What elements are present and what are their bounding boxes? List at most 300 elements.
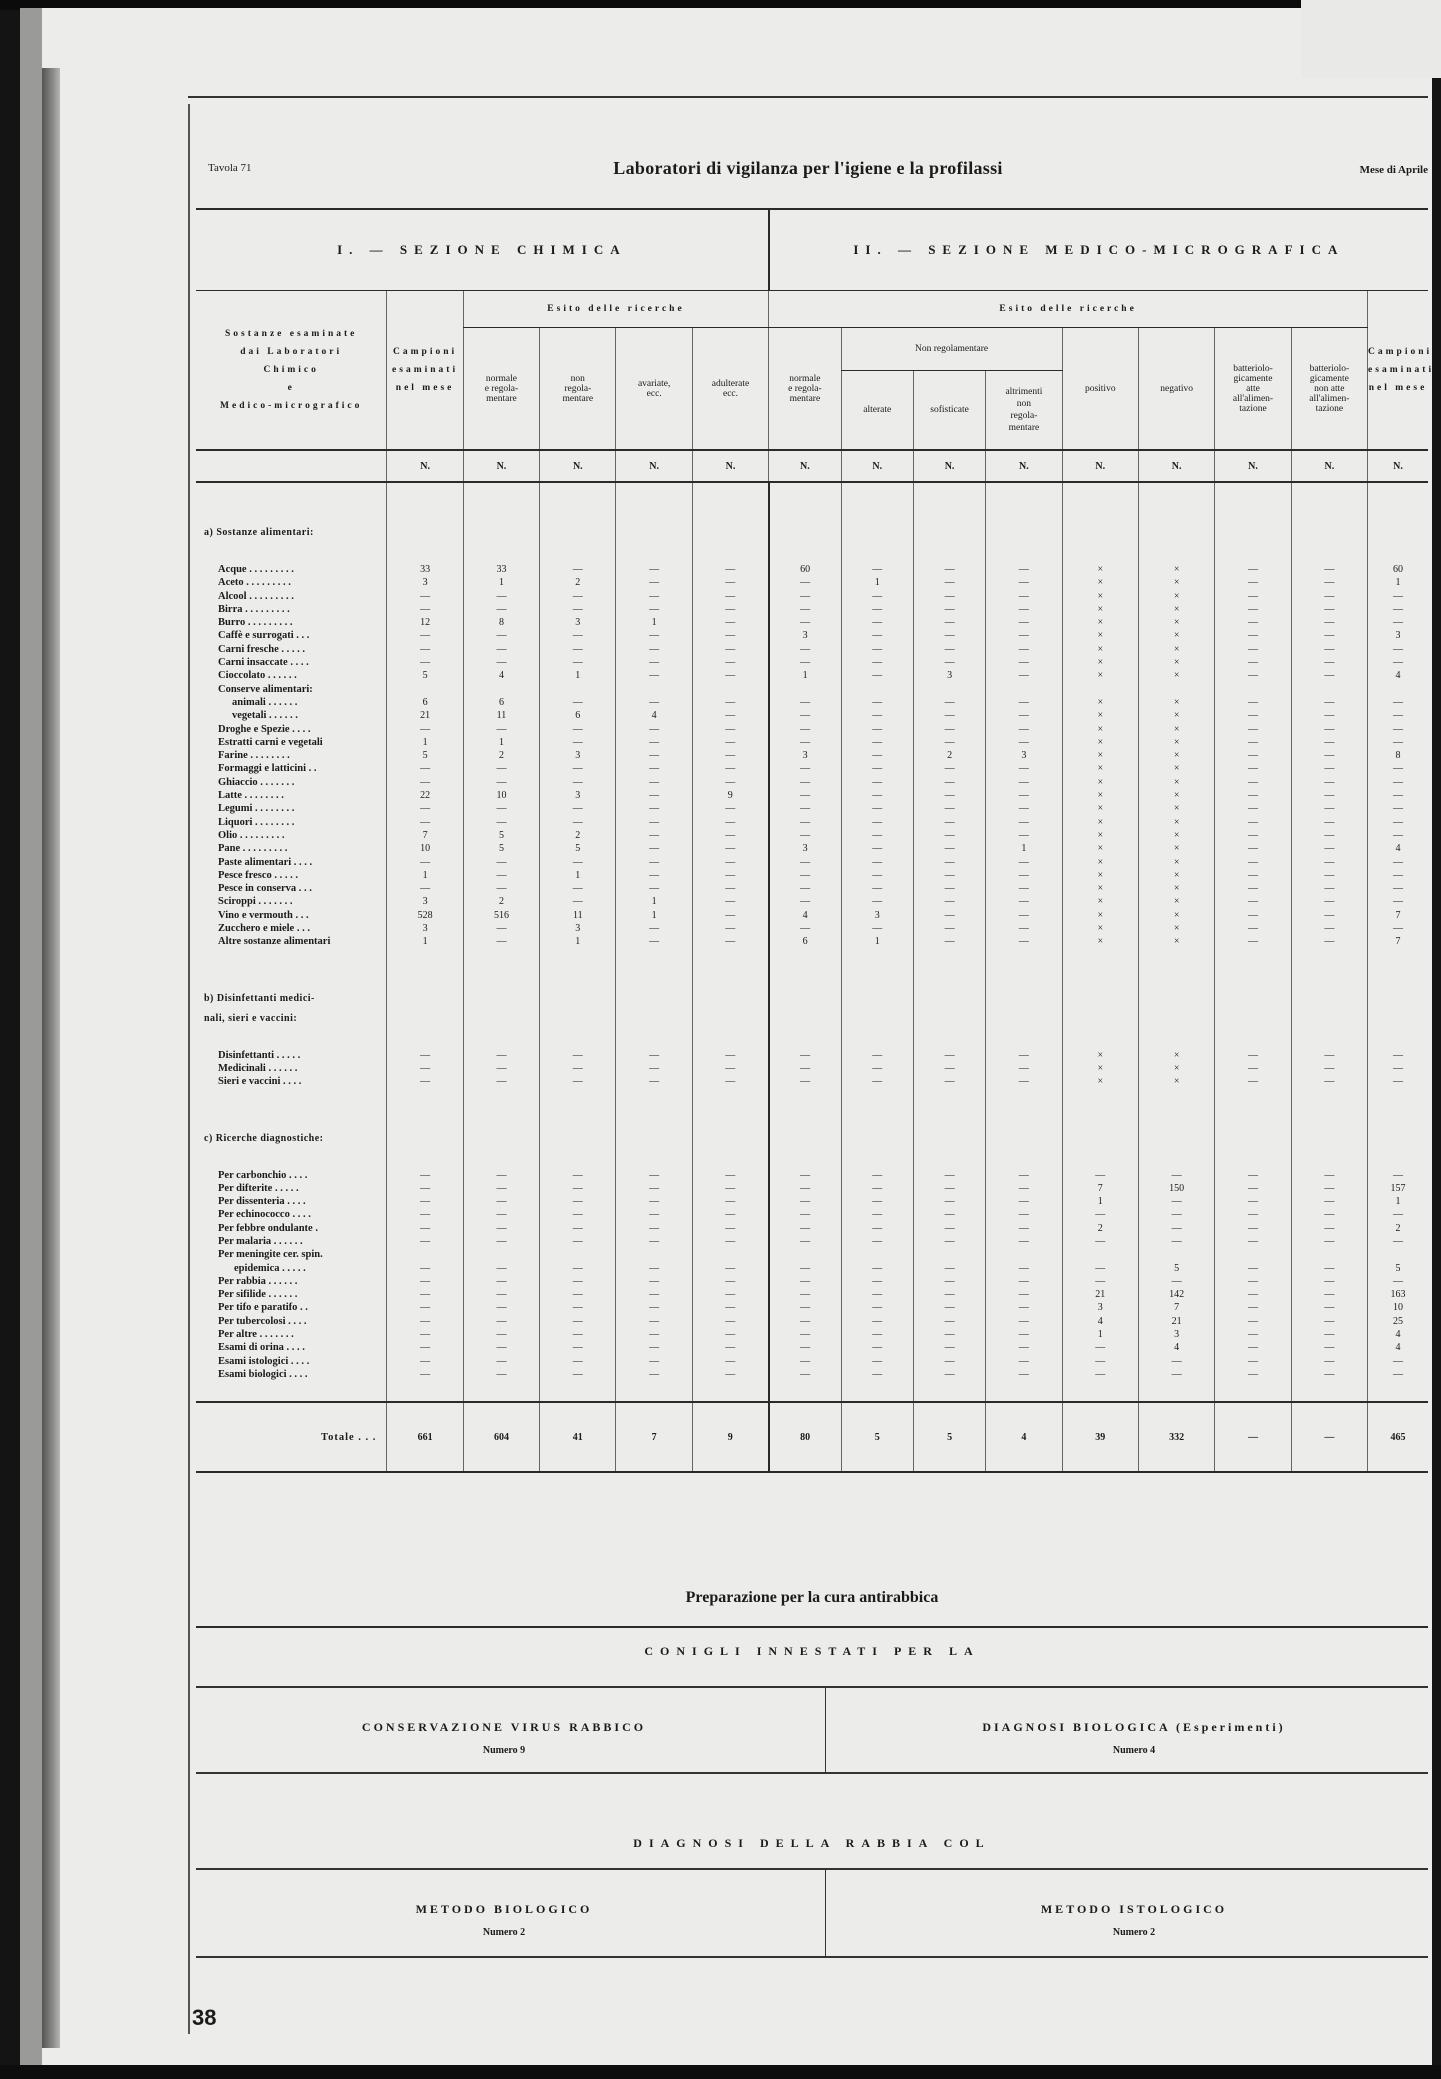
table-cell: — bbox=[692, 1222, 768, 1235]
table-cell: 7 bbox=[1368, 935, 1428, 948]
table-cell: — bbox=[913, 922, 985, 935]
table-cell: — bbox=[841, 749, 913, 762]
row-label: Per echinococco . . . . bbox=[218, 1209, 311, 1221]
normale2-line-3: mentare bbox=[789, 393, 821, 404]
total-cell: 332 bbox=[1138, 1402, 1214, 1472]
table-cell: — bbox=[463, 869, 539, 882]
spacer-cell bbox=[986, 482, 1062, 503]
table-cell: 1 bbox=[1062, 1328, 1138, 1341]
table-cell: 3 bbox=[540, 749, 616, 762]
spacer-cell bbox=[841, 1381, 913, 1402]
table-cell bbox=[692, 683, 768, 696]
table-cell: × bbox=[1062, 629, 1138, 642]
table-cell: — bbox=[540, 563, 616, 576]
spacer-cell bbox=[1062, 1149, 1138, 1169]
table-cell: — bbox=[1368, 1275, 1428, 1288]
spacer-cell bbox=[1291, 1149, 1367, 1169]
table-cell: — bbox=[769, 709, 841, 722]
nonreg-line-1: non bbox=[570, 373, 585, 384]
page-number: 38 bbox=[192, 2005, 217, 2030]
spacer-cell bbox=[387, 1109, 463, 1129]
table-cell: — bbox=[1291, 909, 1367, 922]
table-cell: — bbox=[1368, 1368, 1428, 1381]
row-label: Per tifo e paratifo . . bbox=[218, 1302, 308, 1314]
table-cell: × bbox=[1138, 856, 1214, 869]
table-cell: — bbox=[616, 762, 692, 775]
table-cell: — bbox=[986, 696, 1062, 709]
col-altrimenti-header bbox=[986, 371, 1062, 451]
table-cell: — bbox=[1368, 1208, 1428, 1221]
table-row bbox=[196, 1301, 1428, 1314]
row-label: animali . . . . . . bbox=[232, 696, 298, 708]
table-row bbox=[196, 909, 1428, 922]
spacer-cell bbox=[540, 1149, 616, 1169]
table-cell: 7 bbox=[1138, 1301, 1214, 1314]
table-cell: 1 bbox=[540, 669, 616, 682]
spacer-cell bbox=[616, 1149, 692, 1169]
table-cell: — bbox=[769, 736, 841, 749]
table-cell: — bbox=[463, 935, 539, 948]
metodo-istologico-number: Numero 2 bbox=[1112, 1927, 1156, 1938]
row-label: Legumi . . . . . . . . bbox=[218, 803, 295, 815]
table-cell: — bbox=[616, 603, 692, 616]
table-cell: — bbox=[387, 629, 463, 642]
table-cell: — bbox=[769, 1368, 841, 1381]
table-row bbox=[196, 709, 1428, 722]
spacer-cell bbox=[841, 482, 913, 503]
conservazione-number: Numero 9 bbox=[482, 1745, 526, 1756]
spacer-cell bbox=[540, 523, 616, 543]
table-cell: — bbox=[769, 789, 841, 802]
table-row bbox=[196, 895, 1428, 908]
row-label: Disinfettanti . . . . . bbox=[218, 1049, 301, 1061]
table-cell: — bbox=[769, 895, 841, 908]
table-cell: — bbox=[1215, 656, 1291, 669]
table-cell: — bbox=[913, 643, 985, 656]
table-cell: — bbox=[769, 576, 841, 589]
table-cell: — bbox=[986, 816, 1062, 829]
antirabbica-rule-4 bbox=[196, 1956, 1428, 1958]
spacer-cell bbox=[463, 1109, 539, 1129]
table-cell: — bbox=[913, 1355, 985, 1368]
spacer-cell bbox=[616, 1029, 692, 1049]
table-cell: — bbox=[387, 776, 463, 789]
spacer-cell bbox=[769, 543, 841, 563]
table-cell: — bbox=[986, 869, 1062, 882]
total-cell: 5 bbox=[913, 1402, 985, 1472]
spacer-cell bbox=[1062, 949, 1138, 969]
table-cell: — bbox=[387, 802, 463, 815]
category-label bbox=[196, 989, 387, 1029]
table-cell: — bbox=[692, 1169, 768, 1182]
spacer-cell bbox=[913, 1381, 985, 1402]
table-cell: — bbox=[841, 1075, 913, 1088]
table-cell: — bbox=[692, 1315, 768, 1328]
table-cell: — bbox=[841, 869, 913, 882]
table-cell: × bbox=[1138, 736, 1214, 749]
spacer-cell bbox=[913, 969, 985, 989]
category-label-line: b) Disinfettanti medici- bbox=[204, 992, 315, 1004]
table-cell: — bbox=[1291, 1182, 1367, 1195]
table-cell: — bbox=[463, 776, 539, 789]
table-cell: — bbox=[463, 856, 539, 869]
spacer-cell bbox=[841, 543, 913, 563]
table-cell: — bbox=[913, 935, 985, 948]
spacer-cell bbox=[841, 1109, 913, 1129]
table-cell: — bbox=[841, 696, 913, 709]
table-cell: — bbox=[692, 1235, 768, 1248]
table-cell: — bbox=[1215, 1195, 1291, 1208]
table-cell: — bbox=[692, 922, 768, 935]
table-cell: — bbox=[1291, 563, 1367, 576]
table-cell: — bbox=[387, 1222, 463, 1235]
unit-label: N. bbox=[692, 450, 768, 482]
table-cell: — bbox=[616, 1262, 692, 1275]
row-label: Acque . . . . . . . . . bbox=[218, 564, 294, 575]
unit-label: N. bbox=[1062, 450, 1138, 482]
table-cell: — bbox=[616, 1288, 692, 1301]
total-cell: 80 bbox=[769, 1402, 841, 1472]
table-row bbox=[196, 1169, 1428, 1182]
spacer-cell bbox=[463, 1029, 539, 1049]
table-cell: — bbox=[913, 816, 985, 829]
table-cell: — bbox=[463, 816, 539, 829]
table-cell: — bbox=[1215, 1062, 1291, 1075]
table-cell: 1 bbox=[616, 909, 692, 922]
spacer-cell bbox=[1368, 1029, 1428, 1049]
table-cell: 11 bbox=[463, 709, 539, 722]
total-cell: — bbox=[1291, 1402, 1367, 1472]
table-cell: — bbox=[1215, 789, 1291, 802]
spacer-cell bbox=[616, 1129, 692, 1149]
category-label bbox=[196, 523, 387, 543]
total-cell: 465 bbox=[1368, 1402, 1428, 1472]
spacer-cell bbox=[540, 1381, 616, 1402]
table-cell: — bbox=[540, 1355, 616, 1368]
table-cell: — bbox=[841, 736, 913, 749]
table-cell: 33 bbox=[387, 563, 463, 576]
table-cell: 11 bbox=[540, 909, 616, 922]
table-cell: — bbox=[540, 696, 616, 709]
table-cell: 4 bbox=[1368, 669, 1428, 682]
spacer-cell bbox=[769, 989, 841, 1029]
table-cell: — bbox=[692, 935, 768, 948]
col-batt-non-header bbox=[1291, 328, 1367, 451]
table-cell: — bbox=[1215, 869, 1291, 882]
table-cell: — bbox=[1062, 1275, 1138, 1288]
table-cell bbox=[616, 1248, 692, 1261]
table-cell: 5 bbox=[387, 749, 463, 762]
table-cell bbox=[841, 1248, 913, 1261]
table-cell: — bbox=[769, 776, 841, 789]
table-cell: — bbox=[1291, 1222, 1367, 1235]
table-cell: — bbox=[1368, 895, 1428, 908]
table-cell: — bbox=[913, 1328, 985, 1341]
table-cell: 4 bbox=[769, 909, 841, 922]
table-cell: — bbox=[1368, 856, 1428, 869]
spacer-cell bbox=[1291, 1109, 1367, 1129]
table-cell: — bbox=[769, 802, 841, 815]
table-cell: — bbox=[540, 590, 616, 603]
table-cell: — bbox=[1368, 616, 1428, 629]
table-cell: — bbox=[769, 1341, 841, 1354]
table-cell: — bbox=[463, 1262, 539, 1275]
table-cell: — bbox=[986, 1208, 1062, 1221]
spacer-cell bbox=[913, 1109, 985, 1129]
table-cell bbox=[1291, 1248, 1367, 1261]
adulterate-line-1: adulterate bbox=[711, 378, 750, 389]
table-cell: — bbox=[841, 563, 913, 576]
nonreg-line-3: mentare bbox=[562, 393, 594, 404]
table-cell: — bbox=[1138, 1222, 1214, 1235]
spacer-cell bbox=[1291, 1089, 1367, 1109]
altrimenti-line-3: regola- bbox=[1010, 411, 1038, 421]
table-cell: — bbox=[1368, 709, 1428, 722]
table-cell: — bbox=[540, 1301, 616, 1314]
table-cell: — bbox=[1291, 1288, 1367, 1301]
table-cell: — bbox=[540, 762, 616, 775]
table-cell: — bbox=[463, 882, 539, 895]
table-cell: — bbox=[1291, 1328, 1367, 1341]
spacer-cell bbox=[540, 482, 616, 503]
table-cell: — bbox=[841, 709, 913, 722]
table-cell: — bbox=[769, 1169, 841, 1182]
table-cell: × bbox=[1062, 856, 1138, 869]
table-cell: — bbox=[692, 1062, 768, 1075]
spacer-cell bbox=[616, 969, 692, 989]
table-cell: — bbox=[1368, 1075, 1428, 1088]
table-cell bbox=[1368, 1248, 1428, 1261]
table-cell: — bbox=[616, 882, 692, 895]
table-row bbox=[196, 656, 1428, 669]
table-cell: 2 bbox=[1368, 1222, 1428, 1235]
spacer-cell bbox=[769, 1029, 841, 1049]
spacer-cell bbox=[196, 503, 387, 523]
table-cell: — bbox=[913, 616, 985, 629]
table-cell: — bbox=[692, 709, 768, 722]
table-cell bbox=[986, 683, 1062, 696]
table-row bbox=[196, 1182, 1428, 1195]
table-cell: — bbox=[841, 1235, 913, 1248]
spacer-cell bbox=[913, 1129, 985, 1149]
table-cell: — bbox=[387, 762, 463, 775]
table-cell: — bbox=[841, 842, 913, 855]
spacer-cell bbox=[1215, 543, 1291, 563]
table-cell: — bbox=[616, 1075, 692, 1088]
spacer-cell bbox=[540, 989, 616, 1029]
table-cell: 516 bbox=[463, 909, 539, 922]
batt-non-line-2: gicamente bbox=[1309, 373, 1349, 384]
table-cell: — bbox=[387, 1328, 463, 1341]
table-cell: 1 bbox=[616, 616, 692, 629]
table-cell: — bbox=[841, 1341, 913, 1354]
table-cell: — bbox=[540, 603, 616, 616]
nonreg-line-2: regola- bbox=[564, 383, 592, 394]
row-label: Pesce in conserva . . . bbox=[218, 883, 312, 895]
table-cell bbox=[540, 1248, 616, 1261]
spacer-cell bbox=[463, 1381, 539, 1402]
table-cell: — bbox=[692, 643, 768, 656]
col-sostanze-header bbox=[196, 291, 387, 451]
spacer-cell bbox=[769, 523, 841, 543]
spacer-cell bbox=[913, 482, 985, 503]
table-cell: — bbox=[692, 895, 768, 908]
sostanze-line-4: e bbox=[287, 383, 295, 393]
table-cell: — bbox=[769, 696, 841, 709]
table-cell: — bbox=[1215, 1288, 1291, 1301]
table-cell: — bbox=[1215, 1075, 1291, 1088]
table-cell: — bbox=[986, 882, 1062, 895]
table-row bbox=[196, 922, 1428, 935]
table-cell: — bbox=[841, 1288, 913, 1301]
table-cell: — bbox=[463, 590, 539, 603]
table-cell: 4 bbox=[1138, 1341, 1214, 1354]
table-cell: — bbox=[692, 1288, 768, 1301]
table-cell: × bbox=[1138, 1075, 1214, 1088]
spacer-cell bbox=[1291, 523, 1367, 543]
table-cell: — bbox=[769, 603, 841, 616]
table-cell: — bbox=[986, 1328, 1062, 1341]
col-sofisticate-header: sofisticate bbox=[913, 371, 985, 451]
table-cell: — bbox=[692, 802, 768, 815]
antirabbica-rule-2 bbox=[196, 1772, 1428, 1774]
col-positivo-header: positivo bbox=[1062, 328, 1138, 451]
row-label: Aceto . . . . . . . . . bbox=[218, 577, 291, 589]
campioni2-line-2: esaminati bbox=[1368, 365, 1435, 375]
spacer-cell bbox=[986, 1149, 1062, 1169]
table-row bbox=[196, 1195, 1428, 1208]
batt-non-line-3: non atte bbox=[1314, 383, 1345, 394]
row-label: Carni insaccate . . . . bbox=[218, 657, 309, 669]
table-cell: — bbox=[1291, 935, 1367, 948]
table-cell: — bbox=[769, 816, 841, 829]
table-cell: — bbox=[692, 590, 768, 603]
row-label: Vino e vermouth . . . bbox=[218, 909, 309, 921]
total-cell: 9 bbox=[692, 1402, 768, 1472]
table-cell: — bbox=[841, 723, 913, 736]
table-cell: — bbox=[913, 829, 985, 842]
table-cell: — bbox=[913, 895, 985, 908]
unit-label: N. bbox=[913, 450, 985, 482]
spacer-cell bbox=[986, 969, 1062, 989]
table-cell: 3 bbox=[769, 842, 841, 855]
table-cell: — bbox=[692, 816, 768, 829]
table-cell: 5 bbox=[387, 669, 463, 682]
table-cell: 1 bbox=[1368, 1195, 1428, 1208]
spacer-row bbox=[196, 949, 1428, 969]
table-cell: — bbox=[986, 723, 1062, 736]
table-cell: — bbox=[841, 816, 913, 829]
table-cell: — bbox=[1215, 1182, 1291, 1195]
table-cell: 3 bbox=[986, 749, 1062, 762]
table-row bbox=[196, 869, 1428, 882]
total-cell: 4 bbox=[986, 1402, 1062, 1472]
col-normale-header bbox=[463, 328, 539, 451]
table-cell: × bbox=[1062, 829, 1138, 842]
table-cell: — bbox=[1291, 882, 1367, 895]
table-cell: — bbox=[463, 1062, 539, 1075]
table-cell: — bbox=[1291, 856, 1367, 869]
spacer-cell bbox=[196, 1381, 387, 1402]
spacer-cell bbox=[1062, 1089, 1138, 1109]
spacer-cell bbox=[1291, 1029, 1367, 1049]
table-cell: — bbox=[913, 842, 985, 855]
table-cell: 163 bbox=[1368, 1288, 1428, 1301]
spacer-cell bbox=[913, 1029, 985, 1049]
table-cell: — bbox=[616, 1235, 692, 1248]
spacer-cell bbox=[841, 1029, 913, 1049]
table-cell: — bbox=[463, 1288, 539, 1301]
table-cell: — bbox=[1291, 1341, 1367, 1354]
table-cell: — bbox=[616, 696, 692, 709]
table-cell: — bbox=[540, 1315, 616, 1328]
month-label: Mese di Aprile bbox=[1359, 164, 1428, 176]
table-cell: — bbox=[913, 1315, 985, 1328]
binding-spine bbox=[42, 68, 60, 2048]
spacer-cell bbox=[986, 543, 1062, 563]
total-cell: 39 bbox=[1062, 1402, 1138, 1472]
table-cell: 1 bbox=[841, 576, 913, 589]
table-cell: × bbox=[1062, 669, 1138, 682]
table-cell: 3 bbox=[1368, 629, 1428, 642]
table-cell: — bbox=[986, 776, 1062, 789]
table-cell: × bbox=[1138, 869, 1214, 882]
table-cell: — bbox=[1215, 629, 1291, 642]
table-cell: — bbox=[1215, 1169, 1291, 1182]
spacer-cell bbox=[1062, 969, 1138, 989]
table-cell: × bbox=[1138, 816, 1214, 829]
table-cell: — bbox=[692, 563, 768, 576]
table-cell: — bbox=[1215, 749, 1291, 762]
table-cell: — bbox=[616, 1328, 692, 1341]
table-cell: — bbox=[463, 656, 539, 669]
conservazione-box bbox=[196, 1720, 812, 1756]
total-cell: 5 bbox=[841, 1402, 913, 1472]
row-label: Burro . . . . . . . . . bbox=[218, 617, 293, 629]
table-cell: × bbox=[1062, 736, 1138, 749]
sostanze-line-1: Sostanze esaminate bbox=[225, 329, 358, 339]
spacer-cell bbox=[1138, 1029, 1214, 1049]
table-cell: 60 bbox=[1368, 563, 1428, 576]
table-cell: × bbox=[1062, 563, 1138, 576]
table-cell bbox=[1062, 683, 1138, 696]
spacer-cell bbox=[692, 482, 768, 503]
table-cell: — bbox=[540, 816, 616, 829]
table-cell: — bbox=[387, 1315, 463, 1328]
spacer-cell bbox=[1138, 1381, 1214, 1402]
table-cell: — bbox=[387, 656, 463, 669]
unit-label: N. bbox=[1291, 450, 1367, 482]
table-cell: — bbox=[540, 1262, 616, 1275]
table-cell: — bbox=[1215, 829, 1291, 842]
table-cell: — bbox=[1291, 629, 1367, 642]
table-cell: 12 bbox=[387, 616, 463, 629]
spacer-cell bbox=[1138, 969, 1214, 989]
table-cell: — bbox=[692, 776, 768, 789]
page-title: Laboratori di vigilanza per l'igiene e la profilassi bbox=[613, 158, 1003, 178]
table-row bbox=[196, 1235, 1428, 1248]
table-cell: 6 bbox=[387, 696, 463, 709]
table-cell: — bbox=[1215, 1341, 1291, 1354]
table-cell: — bbox=[986, 1262, 1062, 1275]
row-label: Alcool . . . . . . . . . bbox=[218, 590, 294, 602]
table-cell: × bbox=[1062, 1049, 1138, 1062]
spacer-cell bbox=[1138, 1089, 1214, 1109]
table-cell: — bbox=[1215, 922, 1291, 935]
table-cell: — bbox=[769, 922, 841, 935]
table-cell: — bbox=[616, 1368, 692, 1381]
table-cell: — bbox=[387, 1275, 463, 1288]
